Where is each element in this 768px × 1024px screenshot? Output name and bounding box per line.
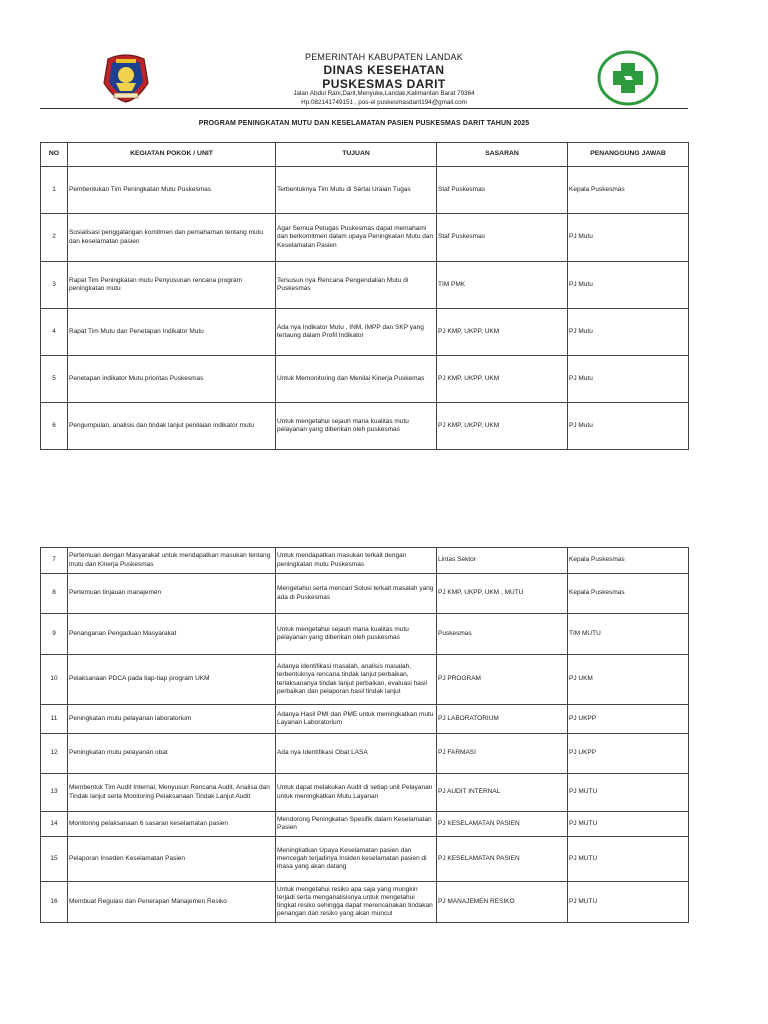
row-number: 8 <box>41 574 68 614</box>
row-number: 10 <box>41 655 68 705</box>
table-row <box>41 705 689 734</box>
row-sasaran: PJ KMP, UKPP, UKM <box>437 403 568 450</box>
table-row <box>41 734 689 774</box>
row-sasaran: PJ KMP, UKPP, UKM <box>437 309 568 356</box>
row-number: 5 <box>41 356 68 403</box>
address-line: Jalan Abdul Rani,Darit,Menyuke,Landak,Kalimantan Barat 79364 <box>293 90 475 97</box>
row-tujuan: Agar Semua Petugas Puskesmas dapat memahami dan berkomitmen dalam upaya Peningkatan Mutu dan Keselamatan Pasien <box>276 214 437 262</box>
table-row <box>41 548 689 574</box>
table-row <box>41 837 689 882</box>
row-tujuan: Meningkatkan Upaya Keselamatan pasien dan mencegah terjadinya Insiden keselamatan pasien di masa yang akan datang <box>276 837 437 882</box>
row-number: 2 <box>41 214 68 262</box>
table-row <box>41 262 689 309</box>
header-no: NO <box>41 143 68 167</box>
row-sasaran: PJ MANAJEMEN RESIKO <box>437 882 568 923</box>
row-number: 11 <box>41 705 68 734</box>
row-pj: PJ MUTU <box>568 837 689 882</box>
letterhead <box>0 0 768 115</box>
puskesmas-green-cross-icon <box>597 50 659 106</box>
row-number: 16 <box>41 882 68 923</box>
row-number: 6 <box>41 403 68 450</box>
row-kegiatan: Penanganan Pengaduan Masyarakat <box>68 614 276 655</box>
row-sasaran: TIM PMK <box>437 262 568 309</box>
row-kegiatan: Pertemuan tinjauan manajemen <box>68 574 276 614</box>
row-tujuan: Ada nya Identifikasi Obat LASA <box>276 734 437 774</box>
row-pj: PJ MUTU <box>568 774 689 812</box>
table-row <box>41 356 689 403</box>
header-divider <box>40 108 688 109</box>
row-tujuan: Untuk mengetahui sejauh mana kualitas mutu pelayanan yang diberikan oleh puskesmas <box>276 614 437 655</box>
row-pj: Kepala Puskesmas <box>568 167 689 214</box>
row-pj: PJ Mutu <box>568 262 689 309</box>
row-pj: Kepala Puskesmas <box>568 548 689 574</box>
row-number: 13 <box>41 774 68 812</box>
table-row <box>41 309 689 356</box>
row-pj: TIM MUTU <box>568 614 689 655</box>
row-sasaran: PJ AUDIT INTERNAL <box>437 774 568 812</box>
row-number: 4 <box>41 309 68 356</box>
row-kegiatan: Pelaksanaan PDCA pada tiap-tiap program UKM <box>68 655 276 705</box>
row-number: 3 <box>41 262 68 309</box>
row-tujuan: Untuk Memonitoring dan Menilai Kinerja Puskemas <box>276 356 437 403</box>
table-row <box>41 882 689 923</box>
row-sasaran: PJ KESELAMATAN PASIEN <box>437 837 568 882</box>
table-row <box>41 812 689 837</box>
facility-name: PUSKESMAS DARIT <box>322 77 446 91</box>
row-tujuan: Untuk mendapatkan masukan terkait dengan peningkatan mutu Puskesmas <box>276 548 437 574</box>
table-row <box>41 655 689 705</box>
row-sasaran: PJ FARMASI <box>437 734 568 774</box>
row-pj: PJ Mutu <box>568 214 689 262</box>
row-kegiatan: Peningkatan mutu pelayanan obat <box>68 734 276 774</box>
row-tujuan: Untuk mengetahui resiko apa saja yang mungkin terjadi serta menganalisisnya untuk mengetahui tingkat resiko sehingga dapat merencanakan tindakan penangan dari resiko yang akan muncul <box>276 882 437 923</box>
table-row <box>41 774 689 812</box>
row-sasaran: Staf Puskesmas <box>437 214 568 262</box>
row-tujuan: Untuk dapat melakukan Audit di setiap unit Pelayanan untuk meningkatkan Mutu Layanan <box>276 774 437 812</box>
row-pj: PJ Mutu <box>568 309 689 356</box>
row-pj: PJ UKPP <box>568 705 689 734</box>
row-tujuan: Tersusun nya Rencana Pengendalian Mutu di Puskesmas <box>276 262 437 309</box>
table-row <box>41 403 689 450</box>
program-table-part-1 <box>40 142 689 450</box>
row-kegiatan: Membuat Regulasi dan Penerapan Manajemen Resiko <box>68 882 276 923</box>
header-penanggung-jawab: PENANGGUNG JAWAB <box>568 143 689 167</box>
row-kegiatan: Rapat Tim Mutu dan Penetapan Indikator Mutu <box>68 309 276 356</box>
row-pj: PJ MUTU <box>568 882 689 923</box>
agency-name: DINAS KESEHATAN <box>323 63 445 77</box>
row-number: 1 <box>41 167 68 214</box>
row-pj: Kepala Puskesmas <box>568 574 689 614</box>
row-sasaran: PJ KMP, UKPP, UKM , MUTU <box>437 574 568 614</box>
table-header-row <box>41 143 689 167</box>
row-pj: PJ Mutu <box>568 403 689 450</box>
row-number: 7 <box>41 548 68 574</box>
row-kegiatan: Pembentukan Tim Peningkatan Mutu Puskesmas <box>68 167 276 214</box>
row-tujuan: Ada nya Indikator Mutu , INM, IMPP dan SKP yang tertaung dalam Profil Indikator <box>276 309 437 356</box>
row-kegiatan: Membentuk Tim Audit Internal, Menyusun Rencana Audit, Analisa dan Tindak lanjut serta Monitoring Pelaksanaan Tindak Lanjut Audit <box>68 774 276 812</box>
row-sasaran: PJ KESELAMATAN PASIEN <box>437 812 568 837</box>
row-tujuan: Untuk mengetahui sejauh mana kualitas mutu pelayanan yang diberikan oleh puskesmas <box>276 403 437 450</box>
row-sasaran: PJ PROGRAM <box>437 655 568 705</box>
table-row <box>41 214 689 262</box>
row-kegiatan: Pengumpulan, analisis dan tindak lanjut penilaian indikator mutu <box>68 403 276 450</box>
table-row <box>41 614 689 655</box>
row-number: 12 <box>41 734 68 774</box>
row-kegiatan: Pertemuan dengan Masyarakat untuk mendapatkan masukan tentang mutu dan Kinerja Puskesmas <box>68 548 276 574</box>
contact-line: Hp.082141749151 , pos-el puskesmasdarit194@gmail.com <box>301 99 467 106</box>
row-pj: PJ MUTU <box>568 812 689 837</box>
header-kegiatan: KEGIATAN POKOK / UNIT <box>68 143 276 167</box>
government-name: PEMERINTAH KABUPATEN LANDAK <box>305 52 463 62</box>
document-title: PROGRAM PENINGKATAN MUTU DAN KESELAMATAN PASIEN PUSKESMAS DARIT TAHUN 2025 <box>198 120 530 127</box>
header-tujuan: TUJUAN <box>276 143 437 167</box>
table-row <box>41 574 689 614</box>
row-kegiatan: Penetapan indikator Mutu prioritas Puskesmas <box>68 356 276 403</box>
row-number: 14 <box>41 812 68 837</box>
row-sasaran: Staf Puskesmas <box>437 167 568 214</box>
row-number: 9 <box>41 614 68 655</box>
row-tujuan: Mengetahui serta mencari Solusi terkait masalah yang ada di Puskesmas <box>276 574 437 614</box>
row-kegiatan: Monitoring pelaksanaan 6 sasaran keselamatan pasien <box>68 812 276 837</box>
row-sasaran: Lintas Sektor <box>437 548 568 574</box>
row-tujuan: Adanya Hasil PMI dan PME untuk meningkatkan mutu Layanan Laboratorium <box>276 705 437 734</box>
row-kegiatan: Peningkatan mutu pelayanan laboratorium <box>68 705 276 734</box>
header-sasaran: SASARAN <box>437 143 568 167</box>
row-kegiatan: Rapat Tim Peningkatan mutu Penyusunan rencana program peningkatan mutu <box>68 262 276 309</box>
row-pj: PJ UKM <box>568 655 689 705</box>
row-number: 15 <box>41 837 68 882</box>
row-kegiatan: Sosialisasi penggalangan komitmen dan pemahaman tentang mutu dan keselamatan pasien <box>68 214 276 262</box>
landak-regency-seal-icon <box>98 53 154 103</box>
row-pj: PJ Mutu <box>568 356 689 403</box>
row-pj: PJ UKPP <box>568 734 689 774</box>
row-tujuan: Terbentuknya Tim Mutu di Sertai Uraian Tugas <box>276 167 437 214</box>
row-sasaran: PJ KMP, UKPP, UKM <box>437 356 568 403</box>
table-row <box>41 167 689 214</box>
row-tujuan: Adanya identifikasi masalah, analisis masalah, terbentuknya rencana tindak lanjut perbaikan, terlaksananya tindak lanjut perbaikan, evaluasi hasil perbaikan dan pelaporan hasil tindak lanjut <box>276 655 437 705</box>
row-sasaran: Puskesmas <box>437 614 568 655</box>
row-kegiatan: Pelaporan Inseden Keselamatan Pasien <box>68 837 276 882</box>
row-tujuan: Mendorong Peningkatan Spesifik dalam Keselamatan Pasien <box>276 812 437 837</box>
row-sasaran: PJ LABORATORIUM <box>437 705 568 734</box>
program-table-part-2 <box>40 547 689 923</box>
